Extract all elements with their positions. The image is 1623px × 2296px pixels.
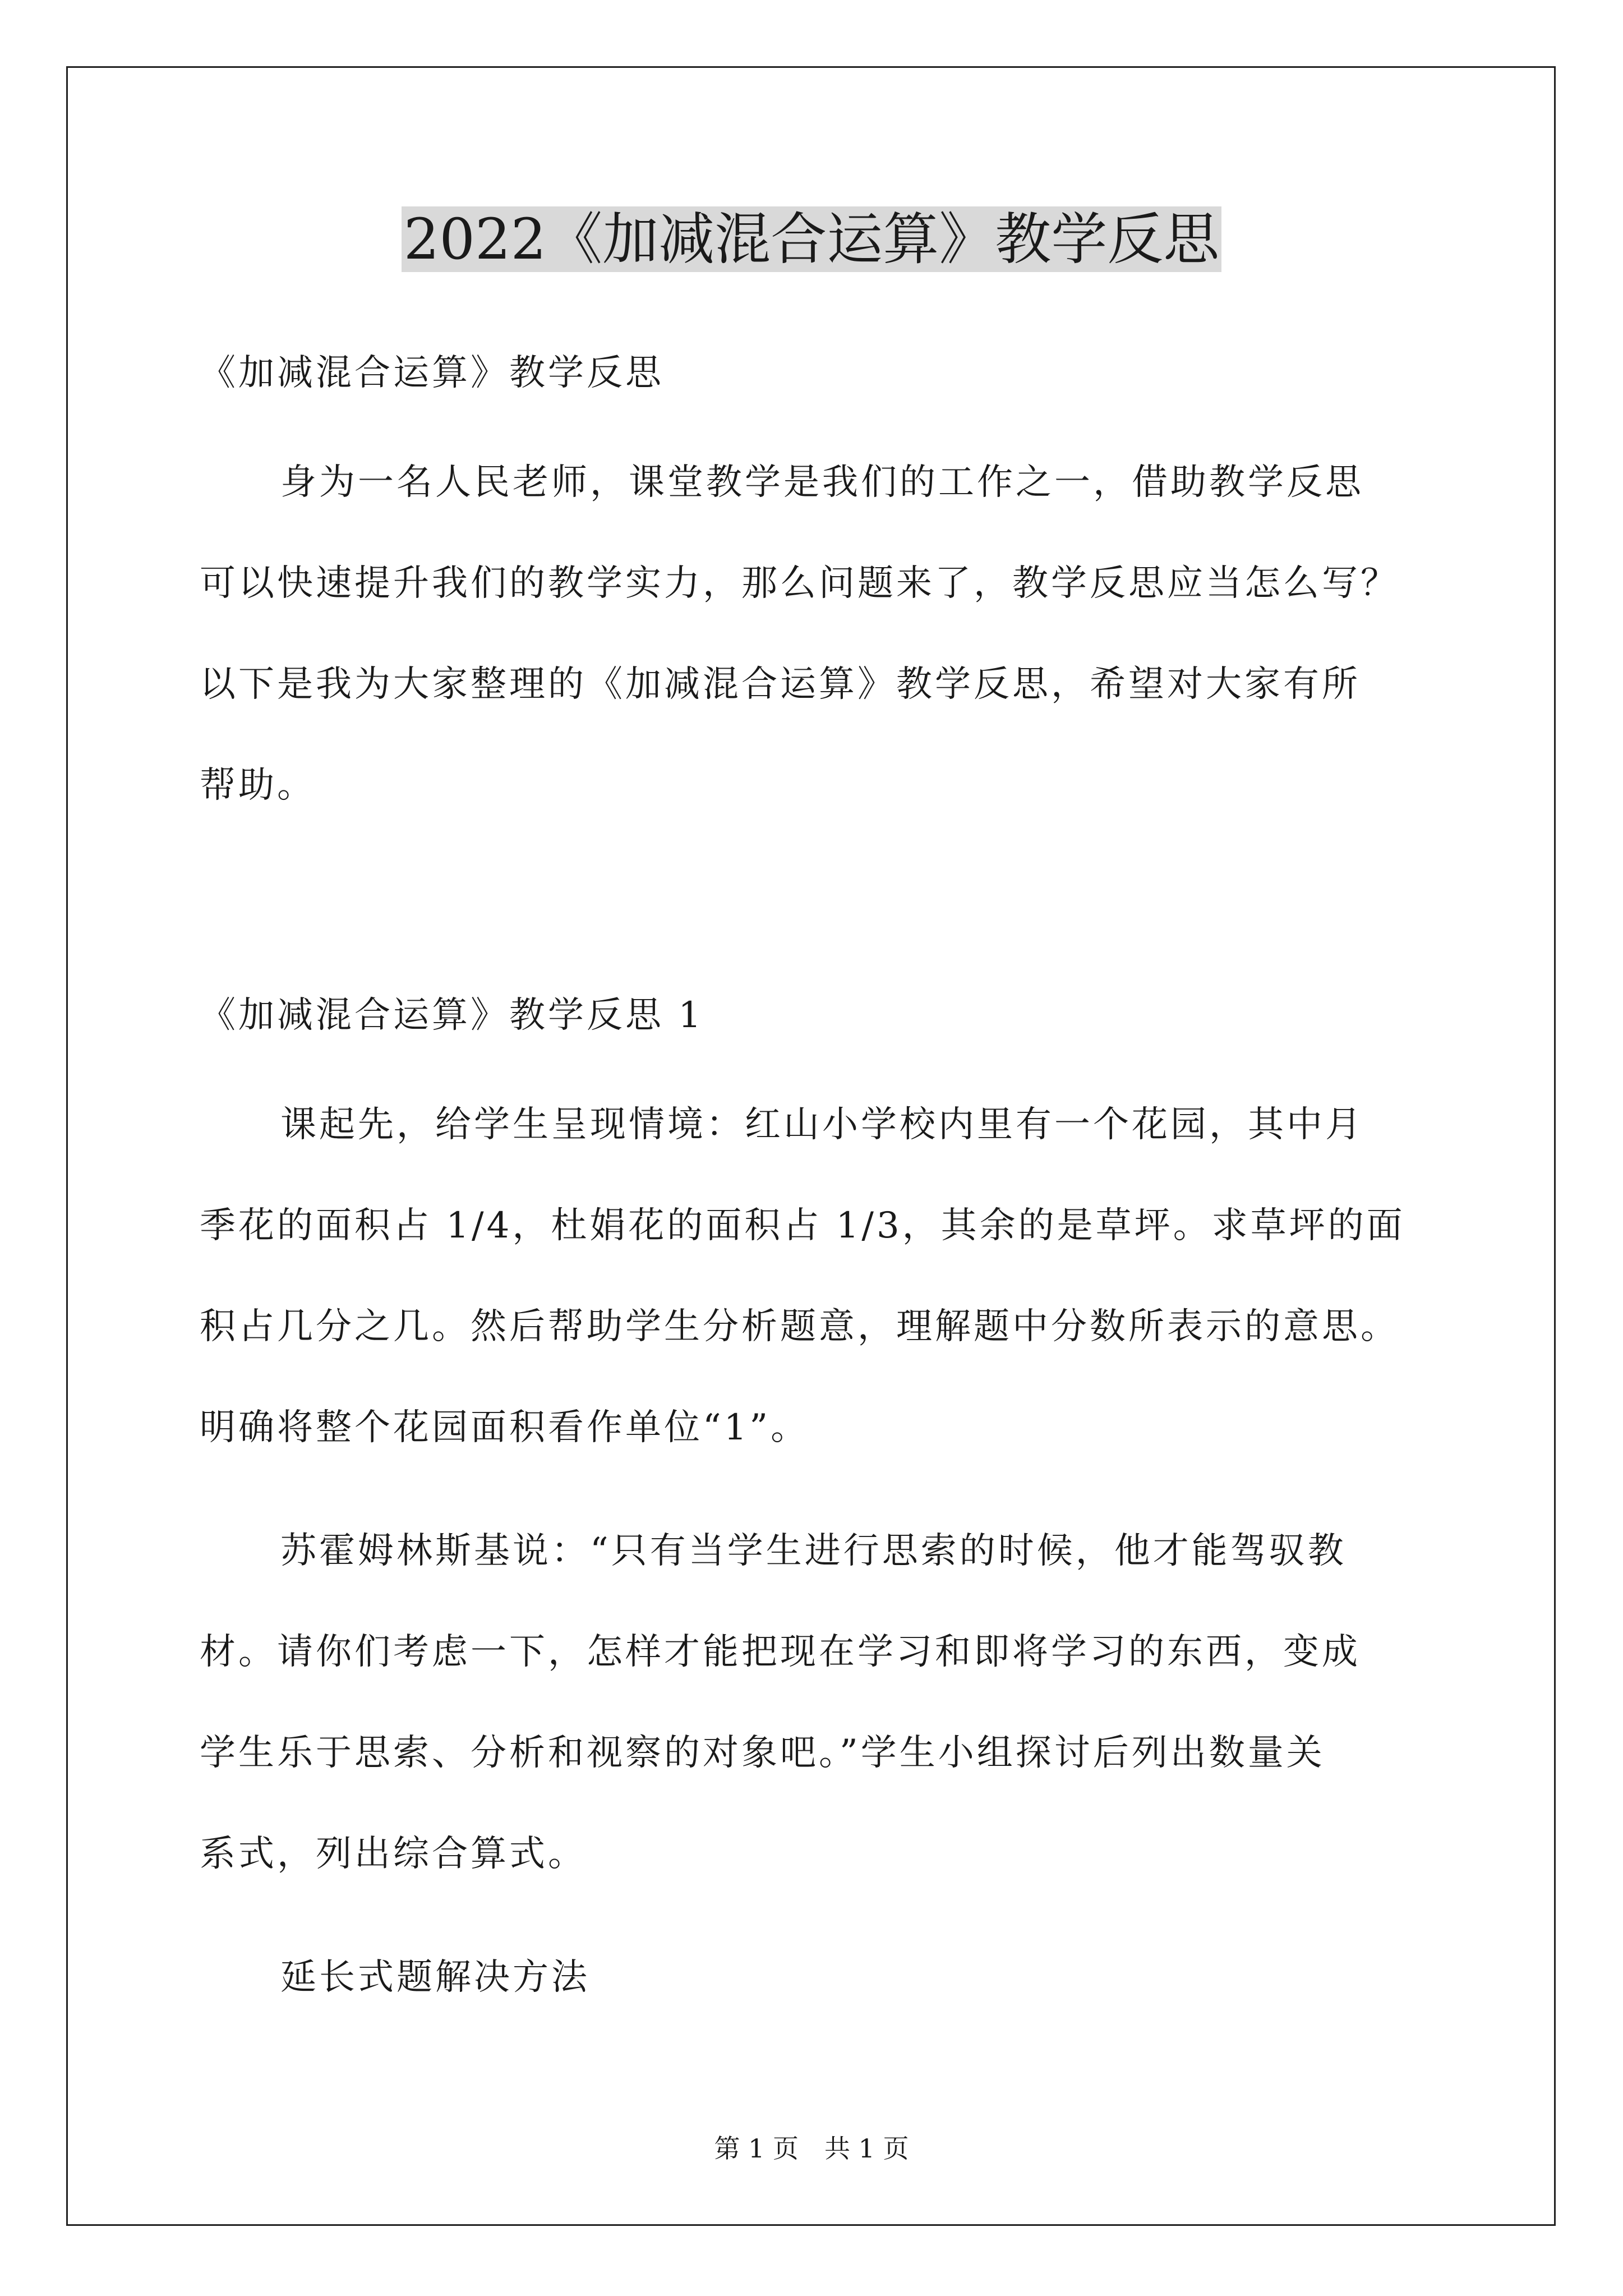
document-title [0,203,1623,276]
paragraph-line: 苏霍姆林斯基说：“只有当学生进行思索的时候，他才能驾驭教 [280,1530,1347,1572]
paragraph-line: 延长式题解决方法 [280,1957,590,1998]
paragraph-line: 明确将整个花园面积看作单位“1”。 [200,1407,810,1448]
paragraph-line: 材。请你们考虑一下，怎样才能把现在学习和即将学习的东西，变成 [200,1631,1361,1673]
paragraph-line: 可以快速提升我们的教学实力，那么问题来了，教学反思应当怎么写？ [200,563,1399,604]
page-number-footer: 第 1 页 共 1 页 [714,2133,909,2164]
subtitle: 《加减混合运算》教学反思 [200,352,664,394]
paragraph-line: 身为一名人民老师，课堂教学是我们的工作之一，借助教学反思 [280,462,1364,503]
paragraph-line: 季花的面积占 1/4，杜娟花的面积占 1/3，其余的是草坪。求草坪的面 [200,1205,1405,1246]
document-title-text: 2022《加减混合运算》教学反思 [402,206,1222,272]
section-heading: 《加减混合运算》教学反思 1 [200,995,704,1036]
paragraph-line: 积占几分之几。然后帮助学生分析题意，理解题中分数所表示的意思。 [200,1306,1399,1347]
paragraph-line: 系式，列出综合算式。 [200,1833,587,1875]
paragraph-line: 以下是我为大家整理的《加减混合运算》教学反思，希望对大家有所 [200,664,1361,705]
paragraph-line: 帮助。 [200,765,316,806]
paragraph-line: 课起先，给学生呈现情境：红山小学校内里有一个花园，其中月 [280,1104,1364,1145]
paragraph-line: 学生乐于思索、分析和视察的对象吧。”学生小组探讨后列出数量关 [200,1732,1325,1774]
